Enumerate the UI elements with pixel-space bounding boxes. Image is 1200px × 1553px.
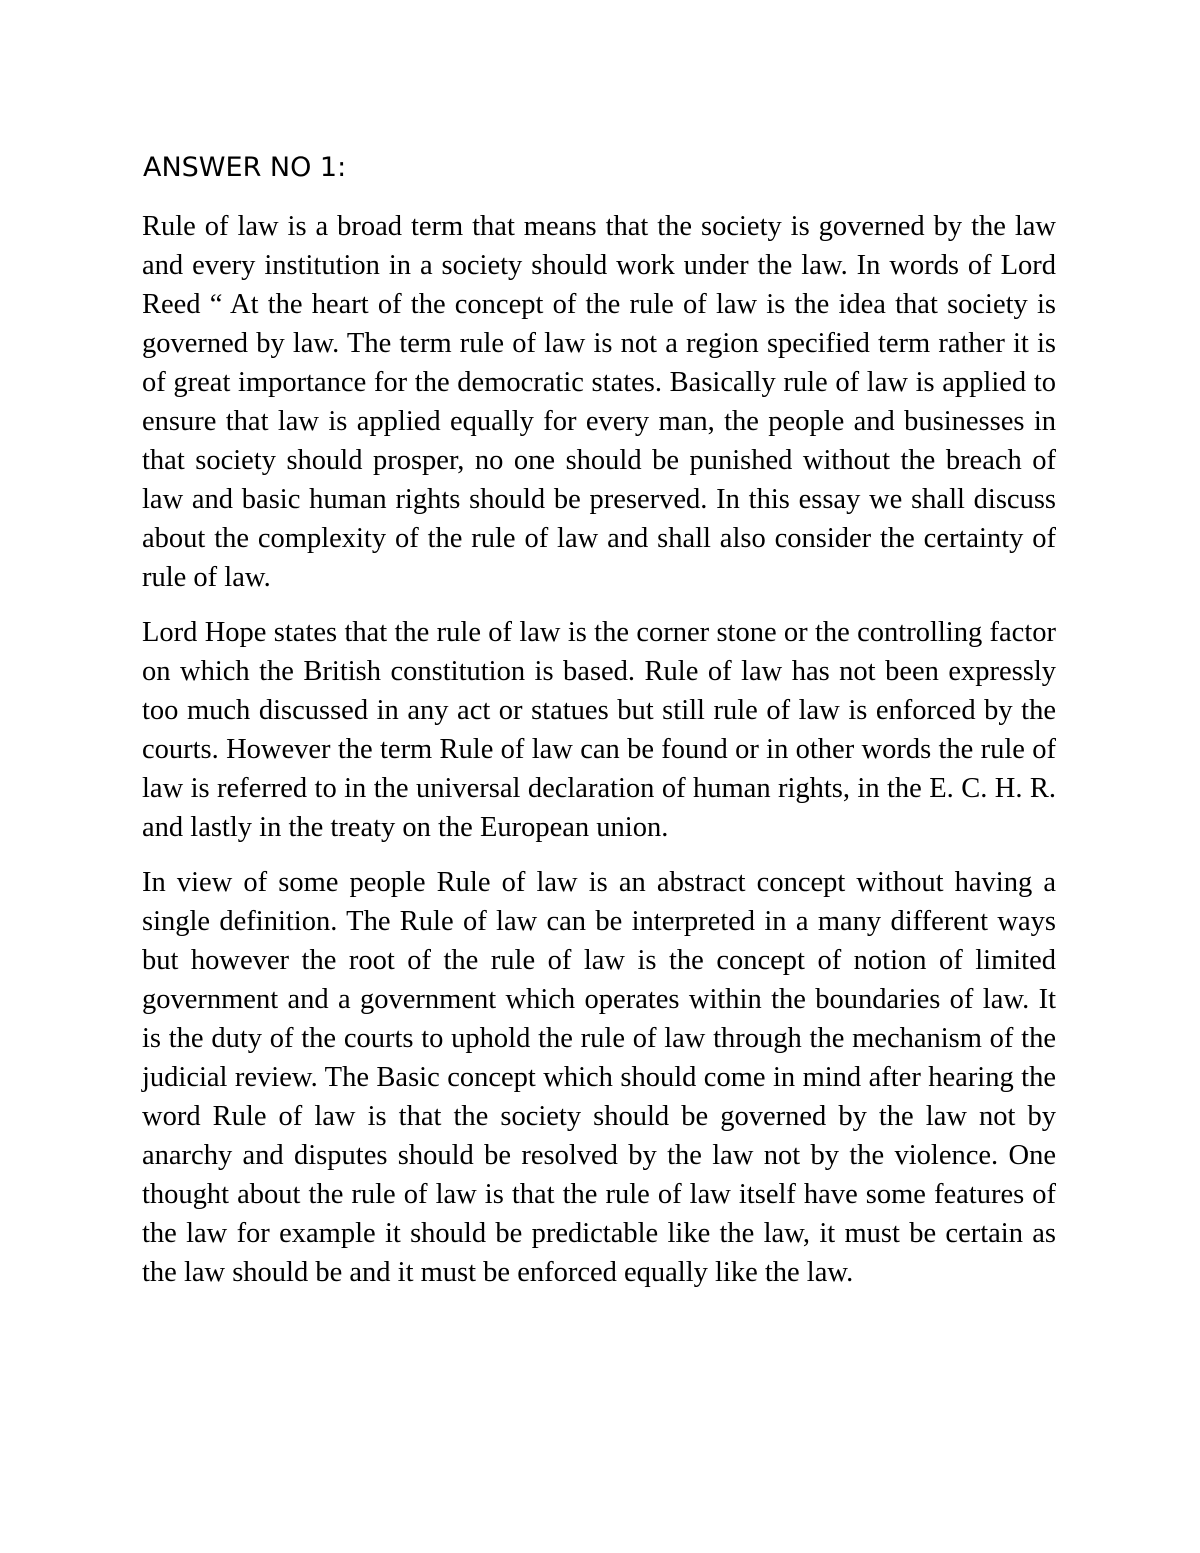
paragraph-3: In view of some people Rule of law is an abstract concept without having a single definition. The Rule of law can be interpreted in a many different ways but however the root of the rule of law is the concept of notion of limited government and a government which operates within the boundaries of law. It is the duty of the courts to uphold the rule of law through the mechanism of the judicial review. The Basic concept which should come in mind after hearing the word Rule of law is that the society should be governed by the law not by anarchy and disputes should be resolved by the law not by the violence. One thought about the rule of law is that the rule of law itself have some features of the law for example it should be predictable like the law, it must be certain as the law should be and it must be enforced equally like the law. xyxy=(142,867,1056,1288)
paragraph-2: Lord Hope states that the rule of law is the corner stone or the controlling factor on which the British constitution is based. Rule of law has not been expressly too much discussed in any act or statues but still rule of law is enforced by the courts. However the term Rule of law can be found or in other words the rule of law is referred to in the universal declaration of human rights, in the E. C. H. R. and lastly in the treaty on the European union. xyxy=(142,617,1056,843)
essay-body xyxy=(142,207,1056,1308)
answer-heading: ANSWER NO 1: xyxy=(143,152,347,183)
paragraph-1: Rule of law is a broad term that means that the society is governed by the law and every institution in a society should work under the law. In words of Lord Reed “ At the heart of the concept of the rule of law is the idea that society is governed by law. The term rule of law is not a region specified term rather it is of great importance for the democratic states. Basically rule of law is applied to ensure that law is applied equally for every man, the people and businesses in that society should prosper, no one should be punished without the breach of law and basic human rights should be preserved. In this essay we shall discuss about the complexity of the rule of law and shall also consider the certainty of rule of law. xyxy=(142,211,1056,593)
